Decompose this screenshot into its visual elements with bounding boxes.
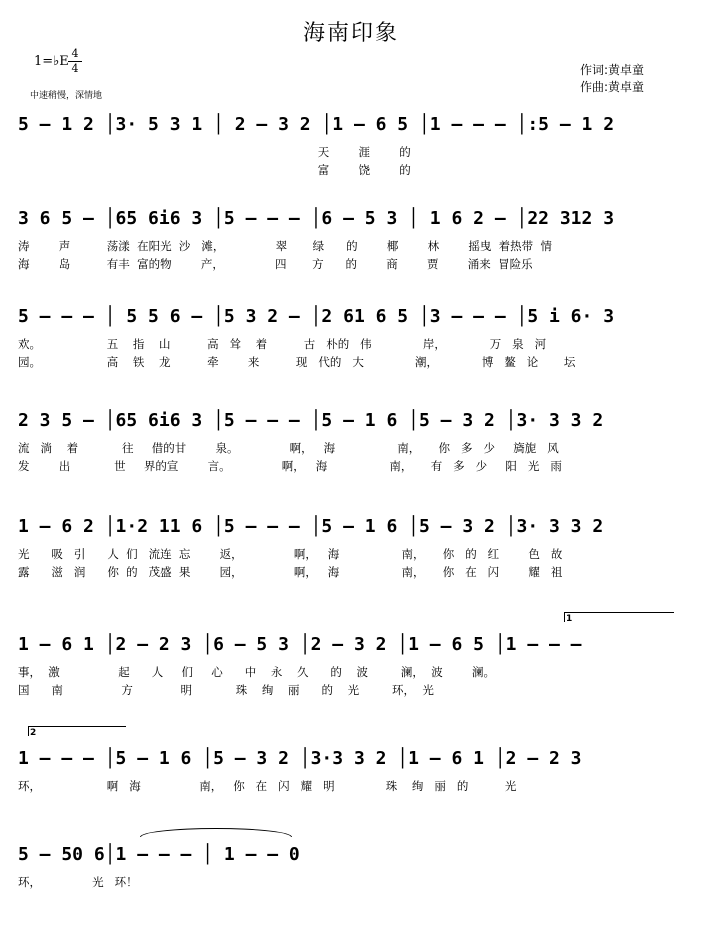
lyricist: 作词:黄卓童 [580, 63, 645, 77]
notes-line: 3 6 5 – │65 6i6 3 │5 – – – │6 – 5 3 │ 1 6 2 – │22 312 3 [18, 208, 615, 229]
lyrics-verse-2: 国 南 方 明 珠 绚 丽 的 光 环， 光 [18, 683, 434, 697]
notes-line: 5 – 1 2 │3· 5 3 1 │ 2 – 3 2 │1 – 6 5 │1 – – – │:5 – 1 2 [18, 114, 615, 135]
lyrics-verse-2: 露 滋 润 你 的 茂盛 果 园， 啊， 海 南， 你 在 闪 耀 祖 [18, 565, 563, 579]
lyrics-verse-1: 环， 光 环！ [18, 875, 138, 889]
notes-line: 5 – 50 6│1 – – – │ 1 – – 0 [18, 844, 300, 865]
time-signature [68, 48, 82, 75]
notes-line: 5 – – – │ 5 5 6 – │5 3 2 – │2 61 6 5 │3 – – – │5 i 6· 3 [18, 306, 615, 327]
key-flat: ♭E [53, 54, 69, 69]
lyrics-verse-1: 欢。 五 指 山 高 耸 着 古 朴的 伟 岸， 万 泉 河 [18, 337, 547, 351]
tempo-marking: 中速稍慢，深情地 [30, 91, 103, 101]
song-title: 海南印象 [302, 21, 399, 46]
lyrics-verse-1: 环， 啊 海 南， 你 在 闪 耀 明 珠 绚 丽 的 光 [18, 779, 517, 793]
tie-arc [140, 828, 292, 837]
lyrics-verse-1: 涛 声 荡漾 在阳光 沙 滩， 翠 绿 的 椰 林 摇曳 着热带 情 [18, 239, 552, 253]
credits [580, 62, 644, 96]
lyrics-verse-1: 事， 激 起 人 们 心 中 永 久 的 波 澜， 波 澜。 [18, 665, 495, 679]
notes-line: 2 3 5 – │65 6i6 3 │5 – – – │5 – 1 6 │5 – 3 2 │3· 3 3 2 [18, 410, 604, 431]
time-denominator: 4 [71, 62, 79, 75]
second-ending-marker: 2 [30, 728, 37, 738]
lyrics-verse-1: 光 吸 引 人 们 流连 忘 返， 啊， 海 南， 你 的 红 色 故 [18, 547, 563, 561]
lyrics-verse-1: 流 淌 着 往 借的甘 泉。 啊， 海 南， 你 多 少 旖旎 风 [18, 441, 559, 455]
key-label: 1= [34, 54, 54, 69]
lyrics-verse-2: 发 出 世 界的宣 言。 啊， 海 南， 有 多 少 阳 光 雨 [18, 459, 562, 473]
key-signature [34, 54, 69, 69]
lyrics-verse-2: 园。 高 铁 龙 牵 来 现 代的 大 潮， 博 鳌 论 坛 [18, 355, 576, 369]
lyrics-verse-2: 富 饶 的 [18, 163, 411, 177]
composer: 作曲:黄卓童 [580, 80, 645, 94]
notes-line: 1 – 6 1 │2 – 2 3 │6 – 5 3 │2 – 3 2 │1 – 6 5 │1 – – – [18, 634, 582, 655]
first-ending-marker: 1 [566, 614, 573, 624]
lyrics-verse-1: 天 涯 的 [18, 145, 411, 159]
time-numerator: 4 [71, 47, 79, 60]
notes-line: 1 – 6 2 │1·2 11 6 │5 – – – │5 – 1 6 │5 – 3 2 │3· 3 3 2 [18, 516, 604, 537]
notes-line: 1 – – – │5 – 1 6 │5 – 3 2 │3·3 3 2 │1 – 6 1 │2 – 2 3 [18, 748, 582, 769]
lyrics-verse-2: 海 岛 有丰 富的物 产， 四 方 的 商 贾 涌来 冒险乐 [18, 257, 533, 271]
